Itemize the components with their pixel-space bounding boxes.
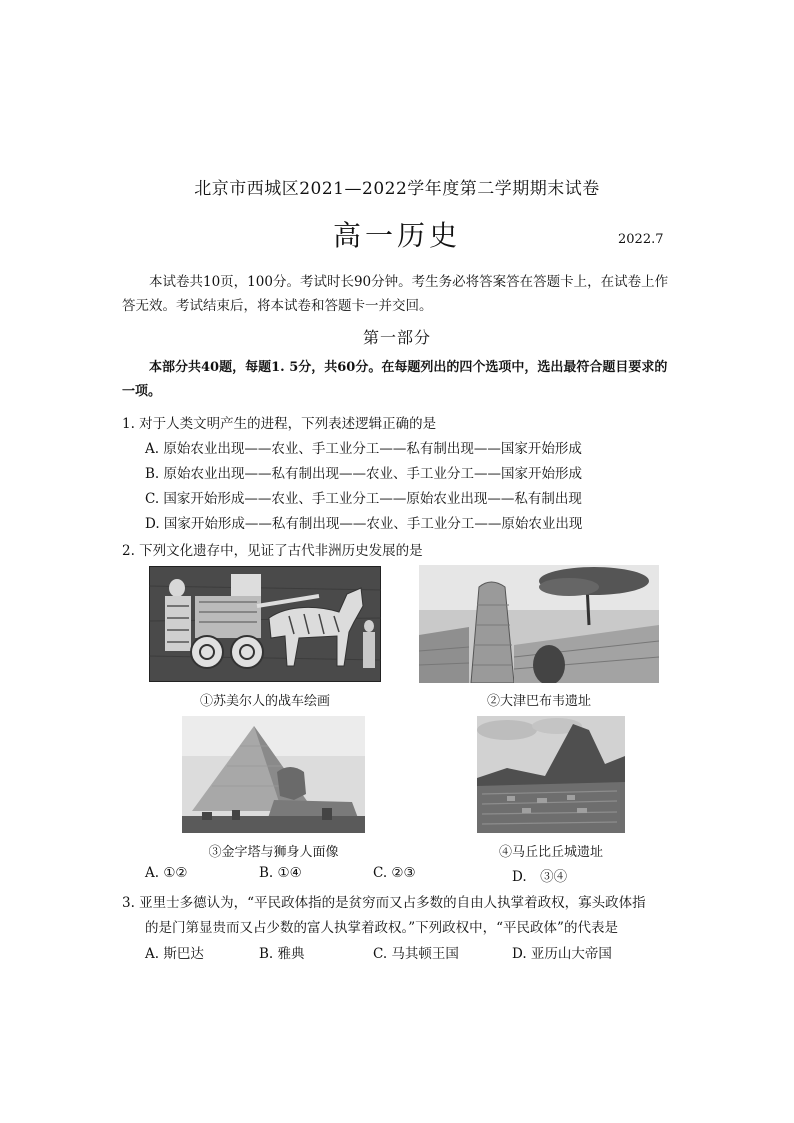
pyramid-sphinx-image (182, 716, 365, 833)
subject-title: 高一历史 (332, 219, 461, 252)
figure-4-caption: ④马丘比丘城遗址 (498, 845, 603, 860)
question-1-stem: 1. 对于人类文明产生的进程，下列表述逻辑正确的是 (122, 416, 437, 432)
machu-picchu-image (477, 716, 625, 833)
question-3-option-b: B. 雅典 (259, 946, 305, 962)
exam-instructions: 本试卷共10页，100分。考试时长90分钟。考生务必将答案答在答题卡上，在试卷上作答无效。考试结束后，将本试卷和答题卡一并交回。 (122, 274, 669, 314)
figure-3-caption: ③金字塔与狮身人面像 (208, 845, 339, 860)
exam-title: 北京市西城区2021—2022学年度第二学期期末试卷 (194, 179, 600, 199)
question-1-option-d: D. 国家开始形成——私有制出现——农业、手工业分工——原始农业出现 (145, 516, 583, 532)
question-3-stem-line2: 的是门第显贵而又占少数的富人执掌着政权。”下列政权中，“平民政体”的代表是 (145, 920, 618, 936)
great-zimbabwe-image (419, 565, 659, 683)
question-2-option-c: C. ②③ (373, 865, 416, 881)
question-2-option-a: A. ①② (145, 865, 188, 881)
question-1-option-a: A. 原始农业出现——农业、手工业分工——私有制出现——国家开始形成 (145, 441, 582, 457)
sumerian-chariot-image (149, 566, 381, 682)
exam-date: 2022.7 (618, 232, 664, 247)
question-3-option-a: A. 斯巴达 (145, 946, 204, 962)
question-2-option-d: D. ③④ (512, 869, 568, 885)
question-3-stem-line1: 3. 亚里士多德认为，“平民政体指的是贫穷而又占多数的自由人执掌着政权，寡头政体指 (122, 895, 646, 911)
question-2-option-b: B. ①④ (259, 865, 302, 881)
question-3-option-d: D. 亚历山大帝国 (512, 946, 612, 962)
figure-1-caption: ①苏美尔人的战车绘画 (199, 694, 330, 709)
figure-2-caption: ②大津巴布韦遗址 (486, 694, 591, 709)
question-3-option-c: C. 马其顿王国 (373, 946, 459, 962)
part-title: 第一部分 (362, 328, 431, 347)
question-2-stem: 2. 下列文化遗存中，见证了古代非洲历史发展的是 (122, 543, 423, 559)
question-1-option-c: C. 国家开始形成——农业、手工业分工——原始农业出现——私有制出现 (145, 491, 582, 507)
part-description: 本部分共40题，每题1. 5分，共60分。在每题列出的四个选项中，选出最符合题目要求的一项。 (122, 360, 668, 399)
question-1-option-b: B. 原始农业出现——私有制出现——农业、手工业分工——国家开始形成 (145, 466, 583, 482)
